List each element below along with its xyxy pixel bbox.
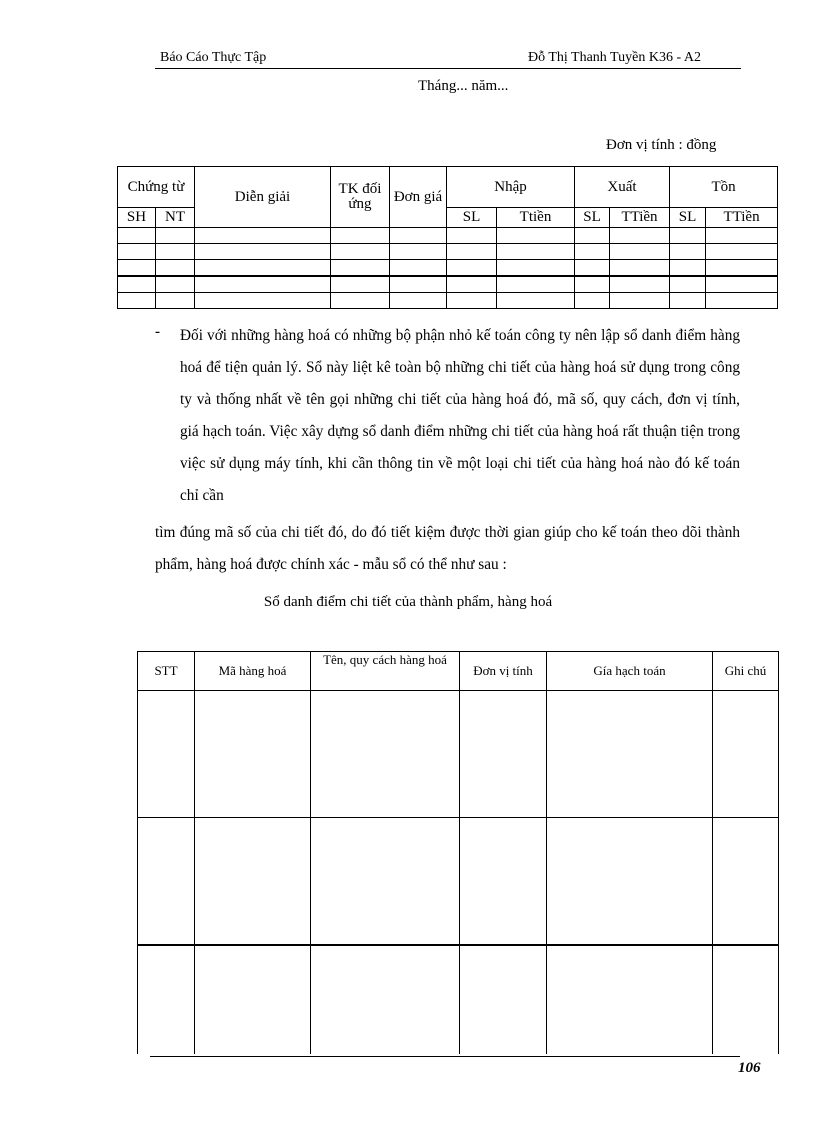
- page-number: 106: [738, 1060, 761, 1076]
- paragraph-1: Đối với những hàng hoá có những bộ phận nhỏ kế toán công ty nên lập sổ danh điểm hàng hoá để tiện quản lý. Sổ này liệt kê toàn bộ những chi tiết của hàng hoá sử dụng trong công ty và thống nhất về tên gọi những chi tiết của hàng hoá đó, mã số, quy cách, đơn vị tính, giá hạch toán. Việc xây dựng sổ danh điểm những chi tiết của hàng hoá rất thuận tiện trong việc sử dụng máy tính, khi cần thông tin về một loại chi tiết của hàng hoá nào đó kế toán chỉ cần: [180, 327, 740, 504]
- ton-sl: SL: [670, 208, 706, 228]
- col-ten-quy-cach: Tên, quy cách hàng hoá: [311, 652, 460, 691]
- col-chung-tu: Chứng từ: [118, 167, 195, 208]
- col-ghi-chu: Ghi chú: [713, 652, 779, 691]
- header-left: Báo Cáo Thực Tập: [160, 50, 267, 65]
- col-tk-doi-ung: TK đối ứng: [331, 167, 390, 228]
- table-row: [138, 945, 779, 1054]
- col-ton: Tồn: [670, 167, 778, 208]
- col-xuat: Xuất: [575, 167, 670, 208]
- col-dien-giai: Diễn giải: [195, 167, 331, 228]
- sub-sh: SH: [118, 208, 156, 228]
- period-line: Tháng... năm...: [418, 78, 509, 94]
- footer-rule: [150, 1056, 740, 1057]
- catalog-table: [137, 651, 779, 1054]
- nhap-sl: SL: [447, 208, 497, 228]
- table-row: [118, 260, 778, 277]
- paragraph-2: tìm đúng mã số của chi tiết đó, do đó tiết kiệm được thời gian giúp cho kế toán theo dõi thành phẩm, hàng hoá được chính xác - mẫu sổ có thể như sau :: [155, 524, 740, 573]
- sub-nt: NT: [156, 208, 195, 228]
- table-row: [138, 691, 779, 818]
- table-row: [118, 244, 778, 260]
- header-rule: [155, 68, 741, 69]
- table-row: [138, 818, 779, 946]
- col-don-gia: Đơn giá: [390, 167, 447, 228]
- ledger-table: [117, 166, 778, 309]
- xuat-tien: TTiền: [610, 208, 670, 228]
- table-row: [118, 228, 778, 244]
- col-nhap: Nhập: [447, 167, 575, 208]
- col-gia-hach-toan: Gía hạch toán: [547, 652, 713, 691]
- col-don-vi-tinh: Đơn vị tính: [460, 652, 547, 691]
- xuat-sl: SL: [575, 208, 610, 228]
- col-ma-hang-hoa: Mã hàng hoá: [195, 652, 311, 691]
- ton-tien: TTiền: [706, 208, 778, 228]
- table-row: [118, 293, 778, 309]
- header-right: Đỗ Thị Thanh Tuyền K36 - A2: [528, 50, 701, 65]
- unit-line: Đơn vị tính : đồng: [606, 137, 717, 153]
- catalog-title: Sổ danh điểm chi tiết của thành phẩm, hàng hoá: [263, 594, 553, 610]
- bullet-dash: -: [155, 324, 160, 340]
- nhap-tien: Ttiền: [497, 208, 575, 228]
- table-row: [118, 276, 778, 293]
- col-stt: STT: [138, 652, 195, 691]
